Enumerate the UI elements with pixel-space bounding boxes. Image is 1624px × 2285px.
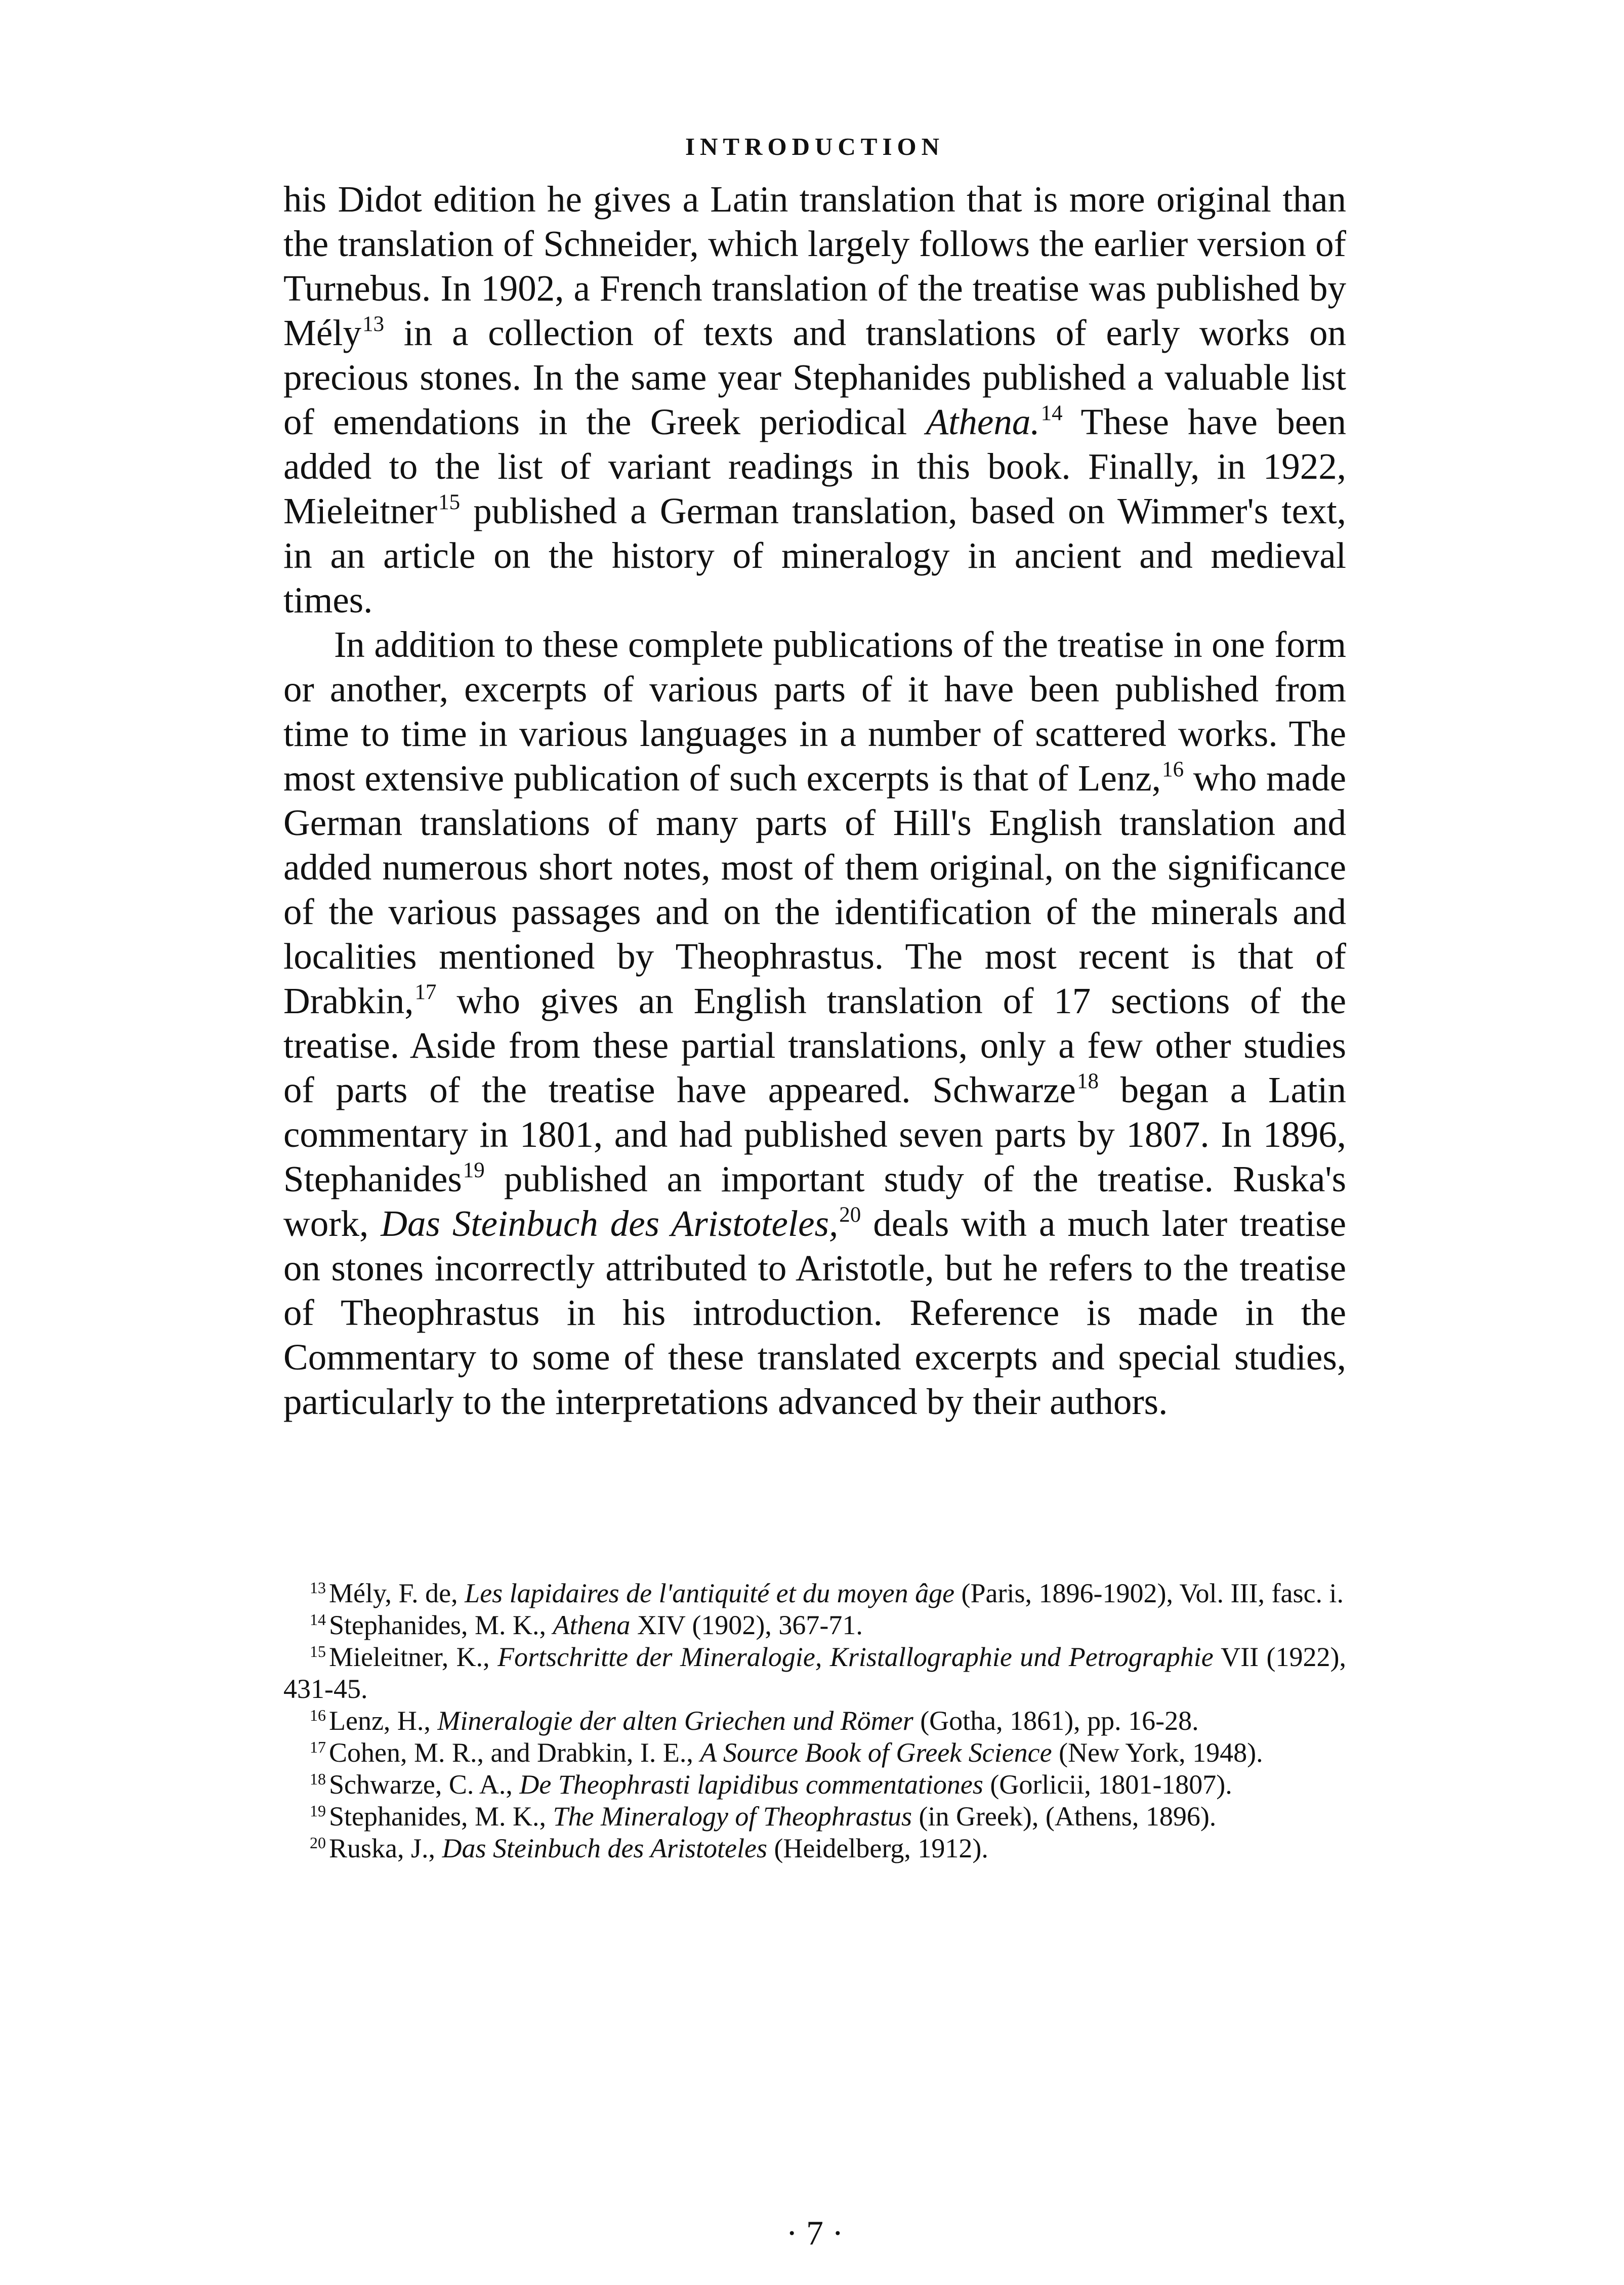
footnote <box>283 1801 1346 1833</box>
footnote-author: Stephanides, M. K., <box>329 1610 553 1640</box>
footnote-details: (Paris, 1896-1902), Vol. III, fasc. i. <box>954 1578 1344 1608</box>
page-number: · 7 · <box>786 2214 844 2252</box>
paragraph-1-text-d: published a German translation, based on Wimmer's text, in an article on the history of mineralogy in ancient and medieval times. <box>283 490 1346 620</box>
main-text <box>283 177 1346 1424</box>
paragraph-2-text-c: who gives an English translation of 17 sections of the treatise. Aside from these partial translations, only a few other studies of parts of the treatise have appeared. Schwarze <box>283 980 1346 1110</box>
footnote-number: 19 <box>310 1802 326 1820</box>
paragraph-1-text-b: in a collection of texts and translations of early works on precious stones. In the same year Stephanides published a valuable list of emendations in the Greek periodical <box>283 312 1346 442</box>
footnote-title: De Theophrasti lapidibus commentationes <box>519 1769 983 1800</box>
running-header: INTRODUCTION <box>685 133 945 160</box>
footnote-number: 17 <box>310 1738 326 1756</box>
footnote-ref-17: 17 <box>414 980 437 1004</box>
footnote-author: Lenz, H., <box>329 1706 438 1736</box>
footnote-details: (Gorlicii, 1801-1807). <box>983 1769 1232 1800</box>
footnote-author: Ruska, J., <box>329 1833 442 1863</box>
footnote-details: (Heidelberg, 1912). <box>767 1833 988 1863</box>
footnote-details: (Gotha, 1861), pp. 16-28. <box>913 1706 1199 1736</box>
footnote-ref-20: 20 <box>839 1203 861 1227</box>
footnote-ref-16: 16 <box>1162 758 1184 781</box>
footnote-author: Stephanides, M. K., <box>329 1801 553 1832</box>
footnote-author: Mieleitner, K., <box>329 1642 498 1672</box>
paragraph-2-text-b: who made German translations of many parts of Hill's English translation and added numerous short notes, most of them original, on the significance of the various passages and on the identification of the minerals and localities mentioned by Theophrastus. The most recent is that of Drabkin, <box>283 758 1346 1021</box>
footnote-title: Athena <box>553 1610 631 1640</box>
footnote-author: Mély, F. de, <box>329 1578 465 1608</box>
footnote-author: Schwarze, C. A., <box>329 1769 520 1800</box>
footnote-number: 14 <box>310 1610 326 1629</box>
footnote <box>283 1705 1346 1737</box>
paragraph-2-text-d: began a Latin commentary in 1801, and had published seven parts by 1807. In 1896, Stephanides <box>283 1069 1346 1199</box>
footnote-ref-14: 14 <box>1040 401 1063 425</box>
footnote <box>283 1737 1346 1769</box>
footnote-title: Les lapidaires de l'antiquité et du moyen âge <box>465 1578 955 1608</box>
steinbuch-title: Das Steinbuch des Aristoteles, <box>381 1203 839 1244</box>
footnote-title: A Source Book of Greek Science <box>700 1737 1052 1768</box>
footnote-number: 15 <box>310 1642 326 1660</box>
footnotes <box>283 1577 1346 1864</box>
footnote-details: XIV (1902), 367-71. <box>630 1610 863 1640</box>
footnote-details: (New York, 1948). <box>1052 1737 1263 1768</box>
footnote-author: Cohen, M. R., and Drabkin, I. E., <box>329 1737 700 1768</box>
paragraph-2-text-a: In addition to these complete publications of the treatise in one form or another, excerpts of various parts of it have been published from time to time in various languages in a number of scattered works. The most extensive publication of such excerpts is that of Lenz, <box>283 624 1346 799</box>
paragraph-2-text-f: deals with a much later treatise on stones incorrectly attributed to Aristotle, but he refers to the treatise of Theophrastus in his introduction. Reference is made in the Commentary to some of these translated excerpts and special studies, particularly to the interpretations advanced by their authors. <box>283 1203 1347 1422</box>
footnote-ref-19: 19 <box>463 1158 485 1182</box>
paragraph-1-text-a: his Didot edition he gives a Latin translation that is more original than the translation of Schneider, which largely follows the earlier version of Turnebus. In 1902, a French translation of the treatise was published by Mély <box>283 179 1346 353</box>
footnote-title: Das Steinbuch des Aristoteles <box>442 1833 767 1863</box>
footnote-details: VII (1922), 431-45. <box>283 1642 1347 1704</box>
footnote-number: 18 <box>310 1770 326 1788</box>
footnote <box>283 1769 1346 1801</box>
footnote <box>283 1833 1346 1864</box>
paragraph-1 <box>283 177 1346 622</box>
footnote-title: The Mineralogy of Theophrastus <box>553 1801 912 1832</box>
footnote <box>283 1609 1346 1641</box>
footnote-ref-15: 15 <box>438 490 461 514</box>
footnote <box>283 1641 1346 1705</box>
footnote-details: (in Greek), (Athens, 1896). <box>911 1801 1217 1832</box>
paragraph-1-text-c: These have been added to the list of variant readings in this book. Finally, in 1922, Mieleitner <box>283 401 1346 531</box>
athena-title: Athena. <box>926 401 1040 442</box>
footnote-ref-18: 18 <box>1076 1069 1099 1093</box>
footnote <box>283 1577 1346 1609</box>
footnote-title: Mineralogie der alten Griechen und Römer <box>437 1706 913 1736</box>
footnote-number: 16 <box>310 1706 326 1724</box>
footnote-number: 20 <box>310 1834 326 1852</box>
footnote-title: Fortschritte der Mineralogie, Kristallographie und Petrographie <box>497 1642 1214 1672</box>
paragraph-2-text-e: published an important study of the treatise. Ruska's work, <box>283 1158 1346 1244</box>
paragraph-2 <box>283 622 1346 1424</box>
footnote-number: 13 <box>310 1578 326 1597</box>
footnote-ref-13: 13 <box>362 312 385 336</box>
